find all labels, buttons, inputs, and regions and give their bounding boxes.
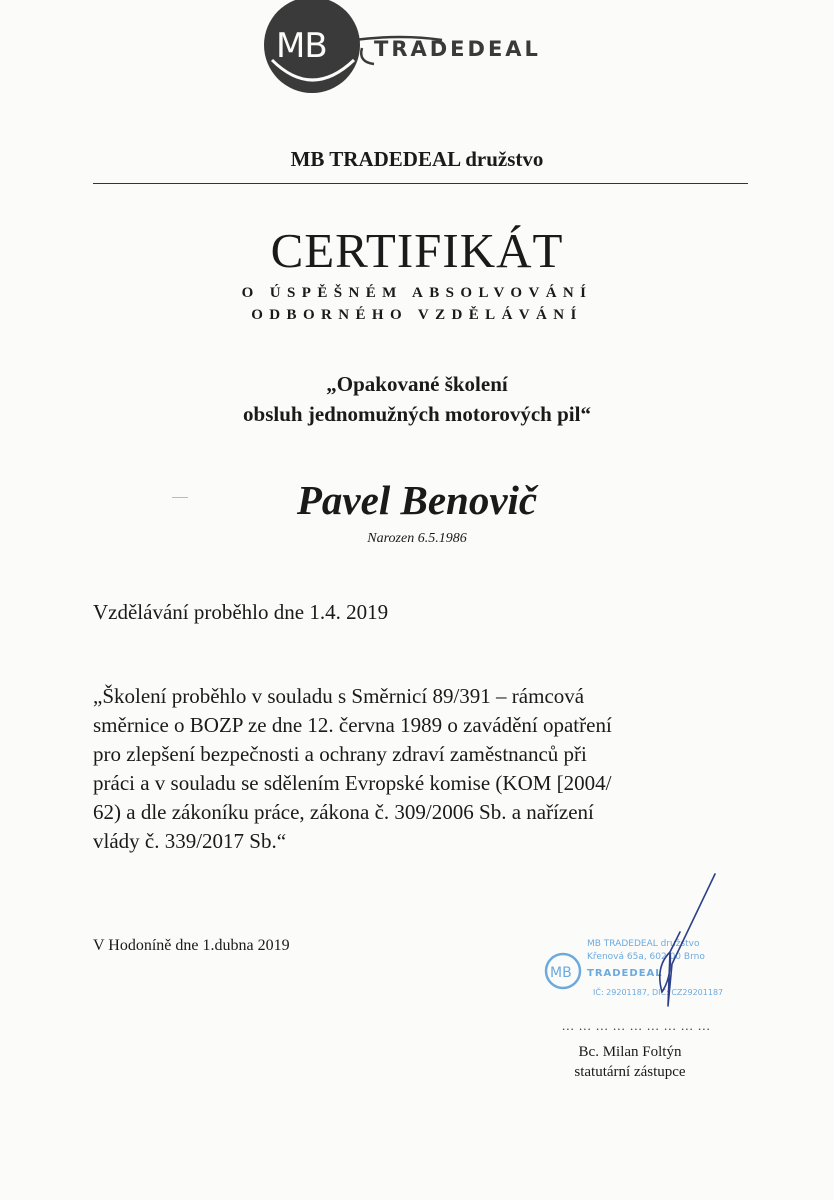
signer-role: statutární zástupce <box>574 1064 686 1080</box>
svg-text:MB: MB <box>550 965 572 981</box>
organization-name: MB TRADEDEAL družstvo <box>290 147 544 171</box>
recipient-name: Pavel Benovič <box>296 477 538 523</box>
course-name-line2: obsluh jednomužných motorových pil“ <box>243 402 591 426</box>
statement-line: 62) a dle zákoníku práce, zákona č. 309/2006 Sb. a nařízení <box>93 800 594 824</box>
signature-line: ... ... ... ... ... ... ... ... ... <box>562 1018 711 1033</box>
company-logo <box>262 0 592 100</box>
training-date: Vzdělávání proběhlo dne 1.4. 2019 <box>93 600 389 624</box>
legal-statement <box>93 682 753 856</box>
certificate-title: CERTIFIKÁT <box>270 223 564 278</box>
svg-text:TRADEDEAL: TRADEDEAL <box>374 37 541 61</box>
statement-line: směrnice o BOZP ze dne 12. června 1989 o zavádění opatření <box>93 713 612 737</box>
statement-line: vlády č. 339/2017 Sb.“ <box>93 829 287 853</box>
statement-line: práci a v souladu se sdělením Evropské komise (KOM [2004/ <box>93 771 612 795</box>
svg-text:MB: MB <box>276 26 327 66</box>
svg-text:IČ: 29201187, DIČ: CZ29201187: IČ: 29201187, DIČ: CZ29201187 <box>593 988 724 997</box>
signer-name: Bc. Milan Foltýn <box>578 1044 682 1060</box>
svg-text:MB TRADEDEAL družstvo: MB TRADEDEAL družstvo <box>587 939 700 949</box>
statement-line: pro zlepšení bezpečnosti a ochrany zdraví zaměstnanců při <box>93 742 587 766</box>
svg-text:TRADEDEAL: TRADEDEAL <box>587 968 663 979</box>
place-and-date: V Hodoníně dne 1.dubna 2019 <box>93 937 290 954</box>
certificate-subtitle-line2: ODBORNÉHO VZDĚLÁVÁNÍ <box>251 307 583 323</box>
course-name-line1: „Opakované školení <box>326 372 508 396</box>
certificate-subtitle-line1: O ÚSPĚŠNÉM ABSOLVOVÁNÍ <box>241 285 593 301</box>
header-divider <box>93 183 748 184</box>
svg-text:Křenová 65a, 602 00 Brno: Křenová 65a, 602 00 Brno <box>587 952 705 962</box>
signer-block <box>530 1042 730 1082</box>
statement-line: „Školení proběhlo v souladu s Směrnicí 89/391 – rámcová <box>93 684 585 708</box>
handwritten-signature <box>610 872 730 1012</box>
recipient-birth-date: Narozen 6.5.1986 <box>367 531 467 546</box>
